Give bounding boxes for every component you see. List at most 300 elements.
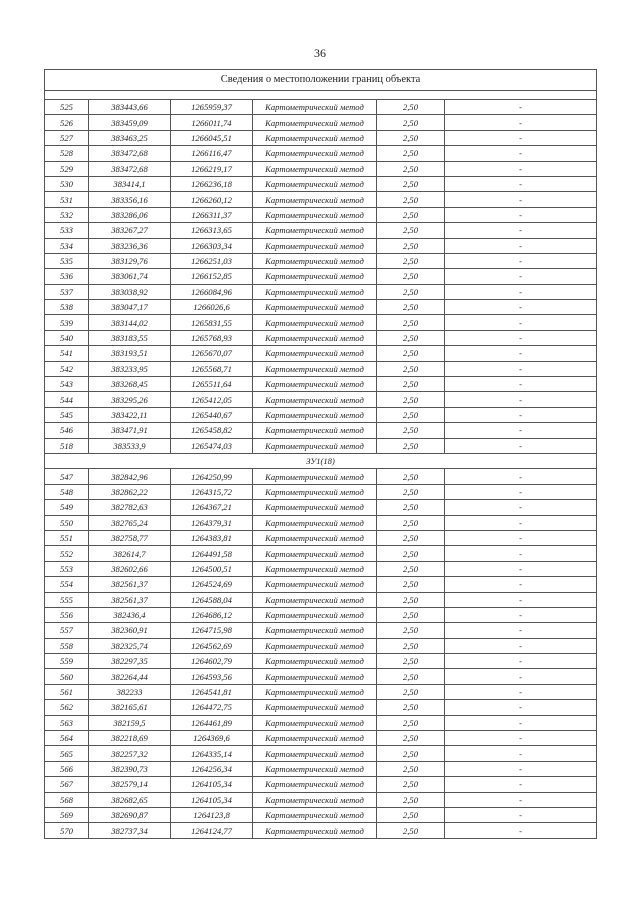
point-number: 557 [45,623,89,638]
method-cell: Картометрический метод [253,669,377,684]
coord-y: 1264491,58 [171,546,253,561]
coord-x: 382862,22 [89,484,171,499]
accuracy-cell: 2,50 [377,100,445,115]
point-number: 544 [45,392,89,407]
method-cell: Картометрический метод [253,100,377,115]
description-cell: - [445,700,597,715]
table-row [45,238,597,253]
coord-x: 383459,09 [89,115,171,130]
coord-x: 382758,77 [89,530,171,545]
accuracy-cell: 2,50 [377,392,445,407]
table-row [45,607,597,622]
point-number: 525 [45,100,89,115]
description-cell: - [445,792,597,807]
method-cell: Картометрический метод [253,115,377,130]
method-cell: Картометрический метод [253,130,377,145]
coord-y: 1264472,75 [171,700,253,715]
coord-x: 383295,26 [89,392,171,407]
point-number: 546 [45,423,89,438]
coord-x: 383533,9 [89,438,171,453]
point-number: 542 [45,361,89,376]
point-number: 535 [45,253,89,268]
coord-x: 383129,76 [89,253,171,268]
table-row [45,284,597,299]
coord-x: 383356,16 [89,192,171,207]
point-number: 534 [45,238,89,253]
accuracy-cell: 2,50 [377,561,445,576]
point-number: 529 [45,161,89,176]
accuracy-cell: 2,50 [377,146,445,161]
method-cell: Картометрический метод [253,654,377,669]
table-row [45,361,597,376]
coord-y: 1266011,74 [171,115,253,130]
coord-x: 382737,34 [89,823,171,838]
coord-x: 383443,66 [89,100,171,115]
table-title: Сведения о местоположении границ объекта [45,70,597,91]
coord-x: 383422,11 [89,407,171,422]
coord-y: 1266251,03 [171,253,253,268]
accuracy-cell: 2,50 [377,238,445,253]
description-cell: - [445,407,597,422]
table-row [45,592,597,607]
point-number: 562 [45,700,89,715]
coord-x: 383047,17 [89,300,171,315]
table-row [45,669,597,684]
coord-x: 383268,45 [89,377,171,392]
accuracy-cell: 2,50 [377,654,445,669]
method-cell: Картометрический метод [253,623,377,638]
accuracy-cell: 2,50 [377,731,445,746]
point-number: 551 [45,530,89,545]
coord-y: 1266236,18 [171,176,253,191]
table-row [45,438,597,453]
accuracy-cell: 2,50 [377,577,445,592]
description-cell: - [445,484,597,499]
table-row [45,130,597,145]
description-cell: - [445,377,597,392]
table-row [45,561,597,576]
table-row [45,530,597,545]
description-cell: - [445,561,597,576]
coord-y: 1264105,34 [171,777,253,792]
accuracy-cell: 2,50 [377,761,445,776]
method-cell: Картометрический метод [253,223,377,238]
coord-y: 1266260,12 [171,192,253,207]
coord-y: 1264715,98 [171,623,253,638]
table-row [45,731,597,746]
point-number: 526 [45,115,89,130]
description-cell: - [445,731,597,746]
point-number: 543 [45,377,89,392]
description-cell: - [445,592,597,607]
description-cell: - [445,500,597,515]
description-cell: - [445,238,597,253]
coord-y: 1264562,69 [171,638,253,653]
method-cell: Картометрический метод [253,792,377,807]
point-number: 554 [45,577,89,592]
coord-x: 382614,7 [89,546,171,561]
description-cell: - [445,607,597,622]
description-cell: - [445,777,597,792]
method-cell: Картометрический метод [253,330,377,345]
coord-y: 1265568,71 [171,361,253,376]
coord-x: 382842,96 [89,469,171,484]
point-number: 555 [45,592,89,607]
coord-x: 382561,37 [89,577,171,592]
coord-x: 382233 [89,684,171,699]
coord-x: 383193,51 [89,346,171,361]
table-body [45,70,597,839]
method-cell: Картометрический метод [253,300,377,315]
description-cell: - [445,515,597,530]
coord-x: 383236,36 [89,238,171,253]
coord-x: 382765,24 [89,515,171,530]
point-number: 568 [45,792,89,807]
point-number: 545 [45,407,89,422]
accuracy-cell: 2,50 [377,623,445,638]
table-row [45,392,597,407]
table-row [45,546,597,561]
coord-y: 1264541,81 [171,684,253,699]
coord-x: 383414,1 [89,176,171,191]
accuracy-cell: 2,50 [377,161,445,176]
coord-y: 1265768,93 [171,330,253,345]
coord-x: 382325,74 [89,638,171,653]
accuracy-cell: 2,50 [377,715,445,730]
table-row [45,269,597,284]
coord-x: 383472,68 [89,146,171,161]
table-row [45,792,597,807]
accuracy-cell: 2,50 [377,223,445,238]
point-number: 548 [45,484,89,499]
method-cell: Картометрический метод [253,161,377,176]
table-row [45,700,597,715]
method-cell: Картометрический метод [253,469,377,484]
table-row [45,715,597,730]
section-row [45,453,597,468]
coord-x: 383144,02 [89,315,171,330]
accuracy-cell: 2,50 [377,700,445,715]
description-cell: - [445,361,597,376]
point-number: 532 [45,207,89,222]
accuracy-cell: 2,50 [377,607,445,622]
point-number: 533 [45,223,89,238]
method-cell: Картометрический метод [253,700,377,715]
method-cell: Картометрический метод [253,176,377,191]
accuracy-cell: 2,50 [377,115,445,130]
table-title-row [45,70,597,91]
point-number: 559 [45,654,89,669]
accuracy-cell: 2,50 [377,130,445,145]
point-number: 531 [45,192,89,207]
table-row [45,469,597,484]
coord-y: 1266045,51 [171,130,253,145]
table-row [45,100,597,115]
description-cell: - [445,669,597,684]
table-row [45,330,597,345]
point-number: 565 [45,746,89,761]
point-number: 558 [45,638,89,653]
point-number: 537 [45,284,89,299]
description-cell: - [445,469,597,484]
description-cell: - [445,438,597,453]
description-cell: - [445,638,597,653]
coord-y: 1264383,81 [171,530,253,545]
coord-y: 1264588,04 [171,592,253,607]
point-number: 540 [45,330,89,345]
coord-y: 1264593,56 [171,669,253,684]
accuracy-cell: 2,50 [377,746,445,761]
coord-y: 1265959,37 [171,100,253,115]
description-cell: - [445,161,597,176]
accuracy-cell: 2,50 [377,192,445,207]
coord-x: 383463,25 [89,130,171,145]
point-number: 550 [45,515,89,530]
coord-x: 383061,74 [89,269,171,284]
coord-y: 1264461,89 [171,715,253,730]
coord-y: 1265474,03 [171,438,253,453]
accuracy-cell: 2,50 [377,777,445,792]
table-row [45,500,597,515]
description-cell: - [445,223,597,238]
point-number: 539 [45,315,89,330]
description-cell: - [445,315,597,330]
coord-x: 382561,37 [89,592,171,607]
coord-y: 1266313,65 [171,223,253,238]
coord-y: 1264686,12 [171,607,253,622]
description-cell: - [445,823,597,838]
table-row [45,746,597,761]
accuracy-cell: 2,50 [377,438,445,453]
description-cell: - [445,115,597,130]
point-number: 561 [45,684,89,699]
coord-y: 1265440,67 [171,407,253,422]
coord-x: 382257,32 [89,746,171,761]
point-number: 570 [45,823,89,838]
coord-x: 383472,68 [89,161,171,176]
accuracy-cell: 2,50 [377,638,445,653]
coord-y: 1264105,34 [171,792,253,807]
accuracy-cell: 2,50 [377,500,445,515]
table-row [45,161,597,176]
description-cell: - [445,715,597,730]
description-cell: - [445,392,597,407]
coord-x: 383233,95 [89,361,171,376]
description-cell: - [445,761,597,776]
point-number: 556 [45,607,89,622]
accuracy-cell: 2,50 [377,469,445,484]
table-row [45,300,597,315]
method-cell: Картометрический метод [253,284,377,299]
point-number: 569 [45,807,89,822]
table-row [45,223,597,238]
coord-x: 382360,91 [89,623,171,638]
coord-y: 1265511,64 [171,377,253,392]
accuracy-cell: 2,50 [377,592,445,607]
coord-y: 1266084,96 [171,284,253,299]
coord-y: 1266026,6 [171,300,253,315]
table-row [45,207,597,222]
coord-y: 1264124,77 [171,823,253,838]
description-cell: - [445,100,597,115]
accuracy-cell: 2,50 [377,792,445,807]
point-number: 566 [45,761,89,776]
coord-x: 382390,73 [89,761,171,776]
point-number: 527 [45,130,89,145]
method-cell: Картометрический метод [253,577,377,592]
table-row [45,654,597,669]
description-cell: - [445,146,597,161]
coord-y: 1264250,99 [171,469,253,484]
method-cell: Картометрический метод [253,823,377,838]
table-row [45,638,597,653]
coord-x: 382218,69 [89,731,171,746]
method-cell: Картометрический метод [253,192,377,207]
method-cell: Картометрический метод [253,484,377,499]
table-row [45,684,597,699]
table-row [45,407,597,422]
point-number: 536 [45,269,89,284]
coord-x: 382159,5 [89,715,171,730]
table-spacer-cell [45,91,597,100]
method-cell: Картометрический метод [253,438,377,453]
accuracy-cell: 2,50 [377,407,445,422]
accuracy-cell: 2,50 [377,530,445,545]
coord-x: 383038,92 [89,284,171,299]
coord-x: 382690,87 [89,807,171,822]
section-label: ЗУ1(18) [45,453,597,468]
method-cell: Картометрический метод [253,423,377,438]
accuracy-cell: 2,50 [377,361,445,376]
coord-y: 1265670,07 [171,346,253,361]
coord-y: 1264315,72 [171,484,253,499]
accuracy-cell: 2,50 [377,207,445,222]
table-row [45,192,597,207]
method-cell: Картометрический метод [253,207,377,222]
accuracy-cell: 2,50 [377,807,445,822]
description-cell: - [445,207,597,222]
accuracy-cell: 2,50 [377,346,445,361]
coord-x: 383471,91 [89,423,171,438]
coord-x: 382264,44 [89,669,171,684]
method-cell: Картометрический метод [253,253,377,268]
accuracy-cell: 2,50 [377,684,445,699]
method-cell: Картометрический метод [253,269,377,284]
accuracy-cell: 2,50 [377,515,445,530]
accuracy-cell: 2,50 [377,253,445,268]
description-cell: - [445,807,597,822]
description-cell: - [445,546,597,561]
point-number: 549 [45,500,89,515]
point-number: 560 [45,669,89,684]
coord-x: 382782,63 [89,500,171,515]
description-cell: - [445,192,597,207]
coord-y: 1265831,55 [171,315,253,330]
method-cell: Картометрический метод [253,515,377,530]
method-cell: Картометрический метод [253,746,377,761]
table-row [45,377,597,392]
coord-x: 383183,55 [89,330,171,345]
description-cell: - [445,300,597,315]
coordinates-table [44,69,597,839]
method-cell: Картометрический метод [253,346,377,361]
method-cell: Картометрический метод [253,500,377,515]
point-number: 564 [45,731,89,746]
accuracy-cell: 2,50 [377,823,445,838]
table-row [45,761,597,776]
method-cell: Картометрический метод [253,238,377,253]
description-cell: - [445,253,597,268]
description-cell: - [445,684,597,699]
table-row [45,253,597,268]
method-cell: Картометрический метод [253,530,377,545]
table-row [45,346,597,361]
description-cell: - [445,269,597,284]
point-number: 541 [45,346,89,361]
method-cell: Картометрический метод [253,761,377,776]
coord-y: 1264123,8 [171,807,253,822]
accuracy-cell: 2,50 [377,269,445,284]
table-row [45,777,597,792]
description-cell: - [445,577,597,592]
method-cell: Картометрический метод [253,392,377,407]
point-number: 528 [45,146,89,161]
coord-y: 1264256,34 [171,761,253,776]
method-cell: Картометрический метод [253,315,377,330]
point-number: 538 [45,300,89,315]
coord-x: 382297,35 [89,654,171,669]
description-cell: - [445,284,597,299]
coord-x: 383267,27 [89,223,171,238]
accuracy-cell: 2,50 [377,377,445,392]
coord-y: 1264602,79 [171,654,253,669]
coord-x: 382436,4 [89,607,171,622]
coord-y: 1266152,85 [171,269,253,284]
method-cell: Картометрический метод [253,546,377,561]
table-spacer-row [45,91,597,100]
coord-y: 1264524,69 [171,577,253,592]
coord-y: 1266116,47 [171,146,253,161]
coord-y: 1264335,14 [171,746,253,761]
coord-x: 382602,66 [89,561,171,576]
description-cell: - [445,346,597,361]
method-cell: Картометрический метод [253,715,377,730]
method-cell: Картометрический метод [253,684,377,699]
table-row [45,423,597,438]
point-number: 563 [45,715,89,730]
method-cell: Картометрический метод [253,592,377,607]
point-number: 518 [45,438,89,453]
table-row [45,315,597,330]
table-row [45,623,597,638]
table-row [45,823,597,838]
coord-y: 1266303,34 [171,238,253,253]
accuracy-cell: 2,50 [377,423,445,438]
method-cell: Картометрический метод [253,777,377,792]
accuracy-cell: 2,50 [377,300,445,315]
point-number: 530 [45,176,89,191]
table-row [45,807,597,822]
coord-y: 1265458,82 [171,423,253,438]
description-cell: - [445,130,597,145]
table-row [45,146,597,161]
accuracy-cell: 2,50 [377,284,445,299]
description-cell: - [445,176,597,191]
accuracy-cell: 2,50 [377,669,445,684]
point-number: 552 [45,546,89,561]
point-number: 553 [45,561,89,576]
table-row [45,484,597,499]
